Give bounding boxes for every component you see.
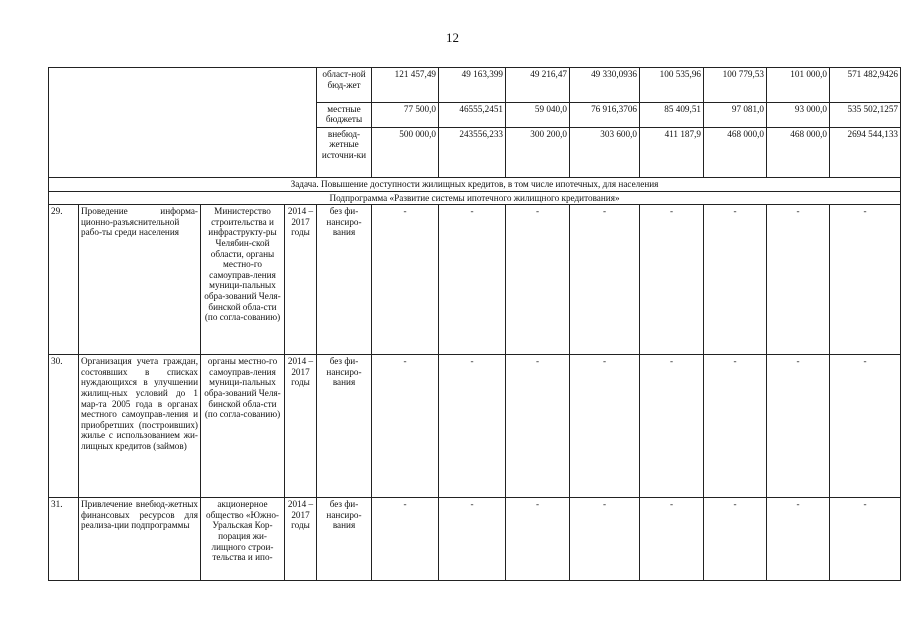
funding-value: 243556,233 (439, 127, 506, 177)
page-number: 12 (446, 30, 459, 45)
activity-number: 29. (49, 205, 79, 355)
funding-value: 121 457,49 (372, 68, 439, 103)
activity-value: - (640, 498, 704, 581)
activity-value: - (704, 205, 767, 355)
activity-funding-source: без фи-нансиро-вания (317, 498, 372, 581)
activity-executor: органы местно-го самоуправ-ления муници-пальных обра-зований Челя-бинской обла-сти (по согла-сованию) (201, 355, 285, 498)
funding-value: 49 216,47 (506, 68, 570, 103)
activity-value: - (439, 355, 506, 498)
funding-value: 571 482,9426 (830, 68, 901, 103)
activity-value: - (704, 355, 767, 498)
activity-funding-source: без фи-нансиро-вания (317, 205, 372, 355)
program-table (48, 67, 901, 581)
funding-value: 85 409,51 (640, 102, 704, 127)
activity-value: - (767, 205, 830, 355)
activity-executor: акционерное общество «Южно-Уральская Кор-порация жи-лищного строи-тельства и ипо- (201, 498, 285, 581)
funding-value: 100 779,53 (704, 68, 767, 103)
activity-number: 31. (49, 498, 79, 581)
funding-value: 59 040,0 (506, 102, 570, 127)
funding-value: 101 000,0 (767, 68, 830, 103)
activity-value: - (372, 498, 439, 581)
activity-value: - (570, 205, 640, 355)
funding-value: 500 000,0 (372, 127, 439, 177)
activity-value: - (570, 498, 640, 581)
activity-value: - (506, 498, 570, 581)
funding-value: 49 330,0936 (570, 68, 640, 103)
activity-period: 2014 – 2017 годы (285, 498, 317, 581)
activity-number: 30. (49, 355, 79, 498)
activity-value: - (439, 498, 506, 581)
activity-funding-source: без фи-нансиро-вания (317, 355, 372, 498)
funding-value: 468 000,0 (767, 127, 830, 177)
funding-value: 468 000,0 (704, 127, 767, 177)
funding-value: 303 600,0 (570, 127, 640, 177)
funding-value: 49 163,399 (439, 68, 506, 103)
funding-value: 2694 544,133 (830, 127, 901, 177)
funding-row-regional (49, 68, 901, 103)
activity-executor: Министерство строительства и инфраструкту-ры Челябин-ской области, органы местно-го самоуправ-ления муници-пальных обра-зований Челя-бинской обла-сти (по согла-сованию) (201, 205, 285, 355)
funding-value: 97 081,0 (704, 102, 767, 127)
table-row (49, 355, 901, 498)
activity-value: - (640, 355, 704, 498)
activity-value: - (767, 355, 830, 498)
subprogram-header: Подпрограмма «Развитие системы ипотечного жилищного кредитования» (49, 191, 901, 205)
blank-cell (49, 68, 317, 178)
activity-value: - (439, 205, 506, 355)
table-row (49, 205, 901, 355)
activity-value: - (704, 498, 767, 581)
activity-value: - (506, 205, 570, 355)
funding-source: внебюд-жетные источни-ки (317, 127, 372, 177)
activity-value: - (640, 205, 704, 355)
activity-name: Организация учета граждан, состоявших в списках нуждающихся в улучшении жилищ-ных условий до 1 мар-та 2005 года в органах местного самоуправ-ления и приобретших (построивших) жилье с использованием жи-лищных кредитов (займов) (79, 355, 201, 498)
funding-value: 300 200,0 (506, 127, 570, 177)
activity-name: Привлечение внебюд-жетных финансовых ресурсов для реализа-ции подпрограммы (79, 498, 201, 581)
funding-value: 77 500,0 (372, 102, 439, 127)
activity-name: Проведение информа-ционно-разъяснительной рабо-ты среди населения (79, 205, 201, 355)
activity-value: - (830, 498, 901, 581)
activity-value: - (830, 355, 901, 498)
activity-period: 2014 – 2017 годы (285, 205, 317, 355)
funding-value: 535 502,1257 (830, 102, 901, 127)
activity-value: - (372, 355, 439, 498)
funding-source: област-ной бюд-жет (317, 68, 372, 103)
activity-value: - (767, 498, 830, 581)
table-row (49, 498, 901, 581)
activity-period: 2014 – 2017 годы (285, 355, 317, 498)
funding-value: 100 535,96 (640, 68, 704, 103)
subprogram-header-row (49, 191, 901, 205)
funding-value: 411 187,9 (640, 127, 704, 177)
activity-value: - (506, 355, 570, 498)
funding-value: 46555,2451 (439, 102, 506, 127)
task-header-row (49, 178, 901, 192)
activity-value: - (830, 205, 901, 355)
activity-value: - (372, 205, 439, 355)
task-header: Задача. Повышение доступности жилищных кредитов, в том числе ипотечных, для населения (49, 178, 901, 192)
funding-source: местные бюджеты (317, 102, 372, 127)
funding-value: 76 916,3706 (570, 102, 640, 127)
funding-value: 93 000,0 (767, 102, 830, 127)
activity-value: - (570, 355, 640, 498)
